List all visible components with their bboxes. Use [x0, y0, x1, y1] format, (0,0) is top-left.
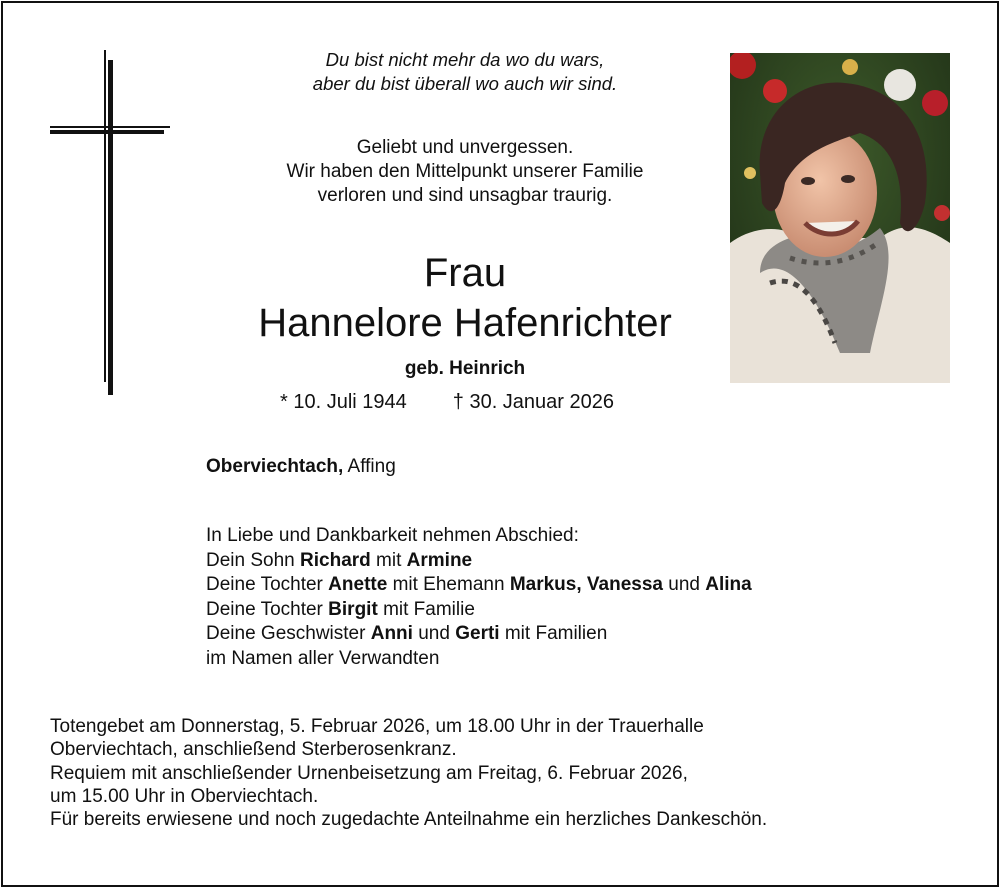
text: mit Familien — [504, 623, 608, 644]
text: mit — [376, 549, 402, 571]
mourner-name: Richard — [300, 549, 371, 571]
service-notice — [50, 715, 767, 831]
mourner-name: Alina — [705, 574, 752, 595]
mourner-line — [206, 622, 752, 647]
mourner-name: Anni — [370, 623, 413, 644]
place-main: Oberviechtach, — [206, 456, 344, 477]
text: Deine Tochter — [206, 598, 323, 620]
mourner-line: im Namen aller Verwandten — [206, 647, 440, 669]
quote — [200, 48, 730, 96]
text: Deine Geschwister — [206, 623, 366, 644]
birth-date: * 10. Juli 1944 — [280, 391, 407, 413]
notice-line: Oberviechtach, anschließend Sterberosenkranz. — [50, 739, 457, 761]
text: Deine Tochter — [206, 574, 323, 595]
notice-line: Für bereits erwiesene und noch zugedachte Anteilnahme ein herzliches Dankeschön. — [50, 809, 768, 831]
deceased-name: Hannelore Hafenrichter — [258, 301, 672, 345]
text: Dein Sohn — [206, 549, 295, 571]
mourner-line — [206, 549, 752, 574]
mourner-name: Anette — [328, 574, 388, 595]
mourner-name: Gerti — [455, 623, 500, 644]
mourners-intro: In Liebe und Dankbarkeit nehmen Abschied: — [206, 525, 579, 546]
mourner-line — [206, 598, 752, 623]
text: und — [418, 623, 450, 644]
quote-line: Du bist nicht mehr da wo du wars, — [325, 49, 605, 70]
text: mit Ehemann — [392, 574, 505, 595]
mourner-line — [206, 573, 752, 598]
intro-line: Wir haben den Mittelpunkt unserer Familie — [286, 161, 644, 182]
intro-line: Geliebt und unvergessen. — [356, 137, 574, 158]
cross-icon — [48, 50, 173, 395]
quote-line: aber du bist überall wo auch wir sind. — [312, 73, 618, 94]
mourner-name: Armine — [406, 549, 473, 571]
death-date: † 30. Januar 2026 — [452, 391, 615, 413]
intro-line: verloren und sind unsagbar traurig. — [317, 185, 613, 206]
places — [206, 454, 396, 480]
notice-line: Requiem mit anschließender Urnenbeisetzung am Freitag, 6. Februar 2026, — [50, 762, 688, 784]
text: mit Familie — [383, 598, 475, 620]
text: und — [668, 574, 700, 595]
mourner-name: Markus, Vanessa — [509, 574, 663, 595]
intro-text — [200, 136, 730, 208]
notice-line: um 15.00 Uhr in Oberviechtach. — [50, 785, 319, 807]
notice-line: Totengebet am Donnerstag, 5. Februar 2026, um 18.00 Uhr in der Trauerhalle — [50, 716, 704, 737]
portrait-photo — [730, 53, 950, 383]
place-second: Affing — [347, 456, 396, 477]
mourner-name: Birgit — [328, 598, 378, 620]
life-dates — [280, 388, 614, 416]
mourners — [206, 524, 752, 671]
maiden-name: geb. Heinrich — [404, 358, 526, 379]
honorific: Frau — [423, 251, 507, 295]
